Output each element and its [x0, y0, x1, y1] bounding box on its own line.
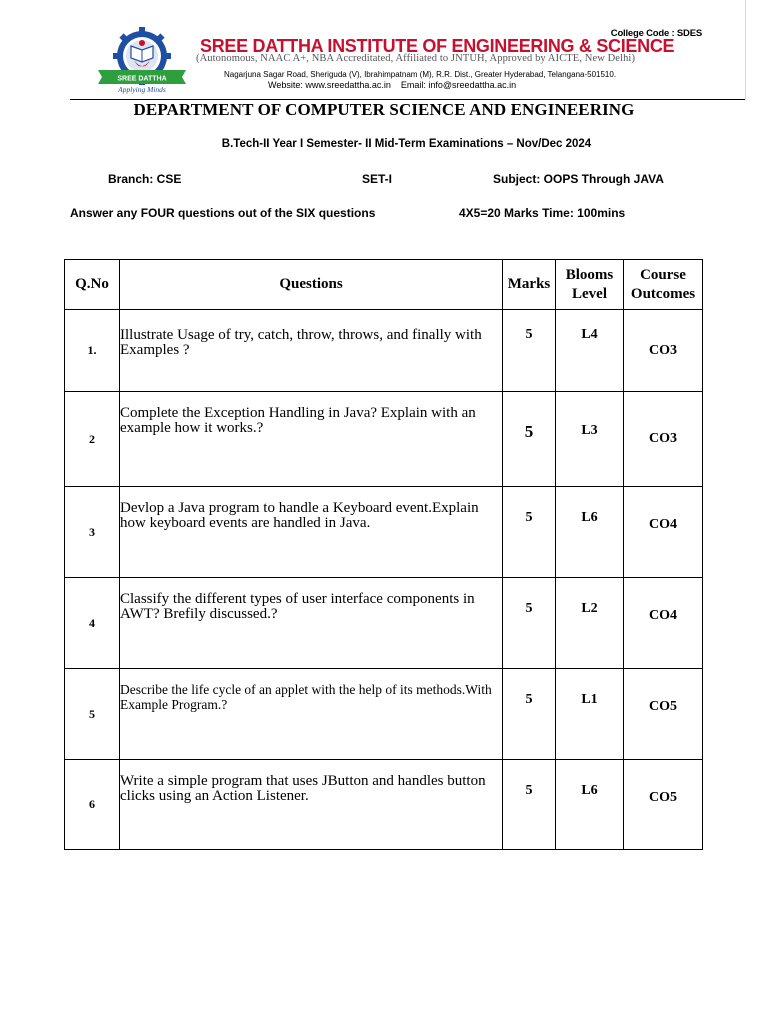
blooms-level: L6: [556, 760, 624, 850]
set-label: SET-I: [362, 172, 393, 186]
branch-label: Branch: CSE: [108, 172, 182, 186]
logo-ribbon-text: SREE DATTHA: [117, 75, 167, 83]
question-marks: 5: [503, 669, 556, 760]
question-marks: 5: [503, 760, 556, 850]
exam-title: B.Tech-II Year I Semester- II Mid-Term Examinations – Nov/Dec 2024: [221, 138, 592, 150]
question-number: 1.: [65, 310, 120, 392]
course-outcome: CO3: [624, 392, 703, 487]
question-marks: 5: [503, 392, 556, 487]
blooms-level: L4: [556, 310, 624, 392]
institute-address: Nagarjuna Sagar Road, Sheriguda (V), Ibrahimpatnam (M), R.R. Dist., Greater Hyderabad, Telangana-501510.: [224, 70, 617, 79]
blooms-level: L3: [556, 392, 624, 487]
header-blooms-line1: Blooms: [565, 266, 614, 283]
course-outcome: CO4: [624, 578, 703, 669]
course-outcome: CO5: [624, 760, 703, 850]
question-number: 3: [65, 487, 120, 578]
institute-name: SREE DATTHA INSTITUTE OF ENGINEERING & SCIENCE: [200, 36, 675, 56]
question-number: 6: [65, 760, 120, 850]
header-marks: Marks: [503, 260, 556, 310]
course-outcome: CO3: [624, 310, 703, 392]
college-code: College Code : SDES: [610, 28, 702, 39]
subject-label: Subject: OOPS Through JAVA: [493, 172, 664, 186]
institute-affiliation: (Autonomous, NAAC A+, NBA Accreditated, Affiliated to JNTUH, Approved by AICTE, New Delhi): [196, 53, 636, 64]
question-number: 4: [65, 578, 120, 669]
table-row: [65, 669, 703, 760]
question-marks: 5: [503, 487, 556, 578]
header-blooms-level: [556, 260, 624, 310]
course-outcome: CO4: [624, 487, 703, 578]
page-edge-line: [745, 0, 746, 100]
blooms-level: L1: [556, 669, 624, 760]
college-logo: [96, 26, 188, 94]
table-row: [65, 760, 703, 850]
email-text: Email: info@sreedattha.ac.in: [400, 80, 517, 90]
question-number: 5: [65, 669, 120, 760]
institute-contact: [268, 80, 516, 90]
question-marks: 5: [503, 578, 556, 669]
header-blooms-line2: Level: [572, 285, 607, 302]
table-row: [65, 487, 703, 578]
blooms-level: L6: [556, 487, 624, 578]
question-text: Write a simple program that uses JButton and handles button clicks using an Action Listener.: [120, 760, 503, 850]
question-text: Complete the Exception Handling in Java? Explain with an example how it works.?: [120, 392, 503, 487]
table-row: [65, 310, 703, 392]
header-course-outcomes: [624, 260, 703, 310]
table-header-row: [65, 260, 703, 310]
header-qno: Q.No: [65, 260, 120, 310]
header-questions: Questions: [120, 260, 503, 310]
header-course-line1: Course: [640, 266, 686, 283]
question-text: Classify the different types of user interface components in AWT? Brefily discussed.?: [120, 578, 503, 669]
header-course-line2: Outcomes: [630, 285, 696, 302]
blooms-level: L2: [556, 578, 624, 669]
logo-tagline: Applying Minds: [118, 85, 166, 94]
table-row: [65, 578, 703, 669]
question-number: 2: [65, 392, 120, 487]
instruction-text: Answer any FOUR questions out of the SIX questions: [70, 206, 376, 220]
course-outcome: CO5: [624, 669, 703, 760]
question-text: Devlop a Java program to handle a Keyboard event.Explain how keyboard events are handled in Java.: [120, 487, 503, 578]
department-title: DEPARTMENT OF COMPUTER SCIENCE AND ENGINEERING: [133, 100, 635, 119]
question-marks: 5: [503, 310, 556, 392]
questions-table: [64, 259, 703, 850]
question-text: Illustrate Usage of try, catch, throw, throws, and finally with Examples ?: [120, 310, 503, 392]
website-text: Website: www.sreedattha.ac.in: [268, 80, 391, 90]
marks-time-text: 4X5=20 Marks Time: 100mins: [459, 206, 626, 220]
question-text: Describe the life cycle of an applet with the help of its methods.With Example Program.?: [120, 669, 503, 760]
table-row: [65, 392, 703, 487]
